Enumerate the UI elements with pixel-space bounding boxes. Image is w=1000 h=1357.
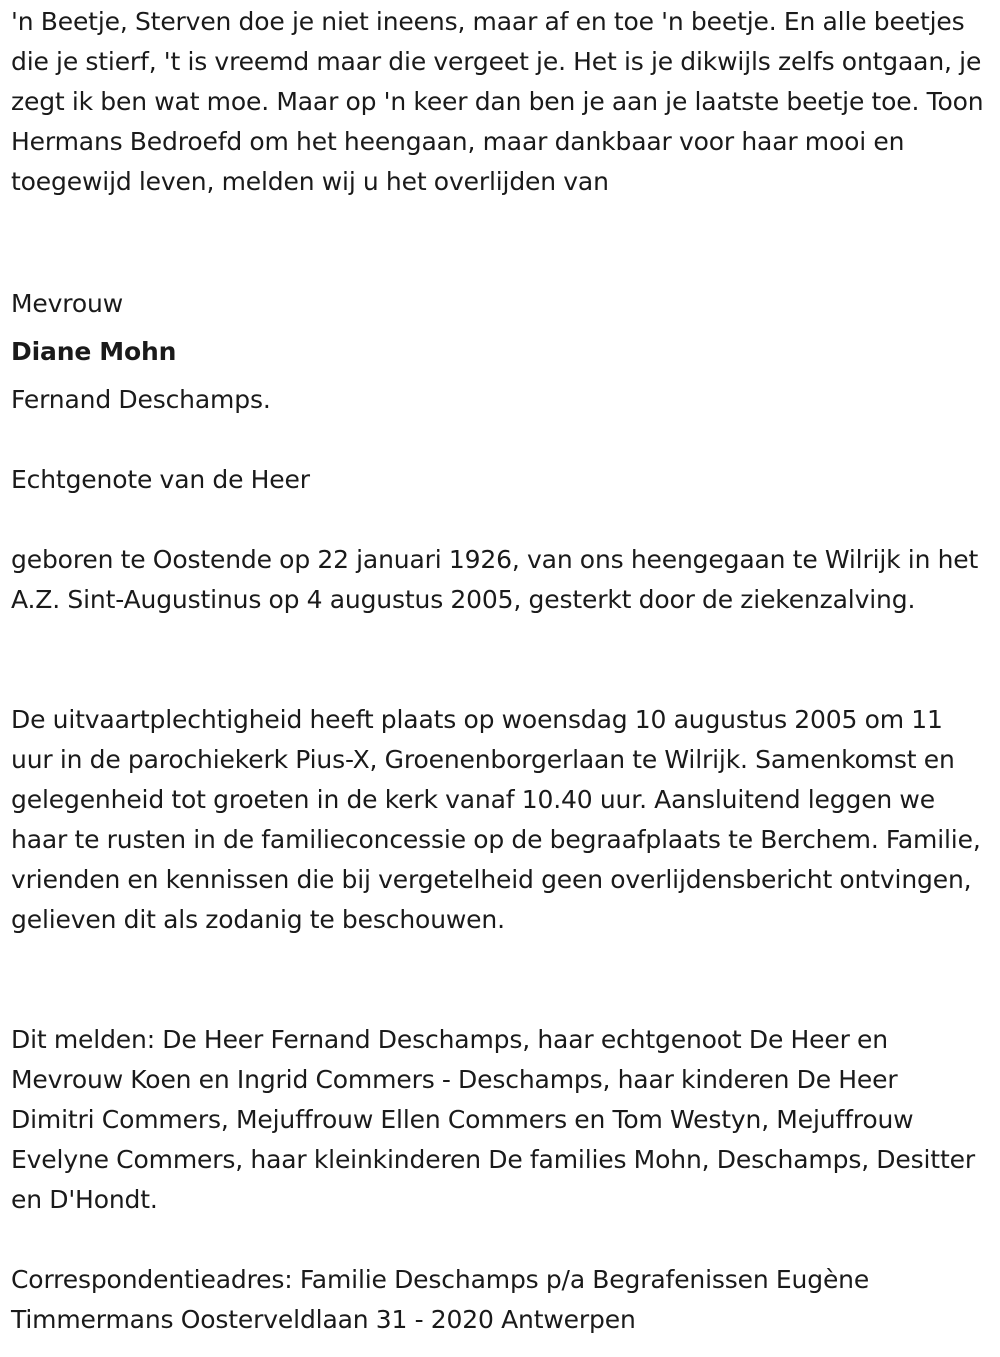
memorial-poem-paragraph: 'n Beetje, Sterven doe je niet ineens, maar af en toe 'n beetje. En alle beetjes die je stierf, 't is vreemd maar die vergeet je. Het is je dikwijls zelfs ontgaan, je zegt ik ben wat moe. Maar op 'n keer dan ben je aan je laatste beetje toe. Toon Hermans Bedroefd om het heengaan, maar dankbaar voor haar mooi en toegewijd leven, melden wij u het overlijden van [11, 7, 984, 196]
spouse-relationship: Echtgenote van de Heer [11, 465, 310, 494]
salutation: Mevrouw [11, 289, 124, 318]
family-announcement-paragraph: Dit melden: De Heer Fernand Deschamps, haar echtgenoot De Heer en Mevrouw Koen en Ingrid Commers - Deschamps, haar kinderen De Heer Dimitri Commers, Mejuffrouw Ellen Commers en Tom Westyn, Mejuffrouw Evelyne Commers, haar kleinkinderen De families Mohn, Deschamps, Desitter en D'Hondt. [11, 1025, 975, 1214]
deceased-name: Diane Mohn [11, 337, 177, 366]
correspondence-address-paragraph: Correspondentieadres: Familie Deschamps p/a Begrafenissen Eugène Timmermans Oosterveldlaan 31 - 2020 Antwerpen [11, 1265, 870, 1334]
spouse-name: Fernand Deschamps. [11, 385, 271, 414]
funeral-details-paragraph: De uitvaartplechtigheid heeft plaats op woensdag 10 augustus 2005 om 11 uur in de parochiekerk Pius-X, Groenenborgerlaan te Wilrijk. Samenkomst en gelegenheid tot groeten in de kerk vanaf 10.40 uur. Aansluitend leggen we haar te rusten in de familieconcessie op de begraafplaats te Berchem. Familie, vrienden en kennissen die bij vergetelheid geen overlijdensbericht ontvingen, gelieven dit als zodanig te beschouwen. [11, 705, 981, 934]
birth-death-paragraph: geboren te Oostende op 22 januari 1926, van ons heengegaan te Wilrijk in het A.Z. Sint-Augustinus op 4 augustus 2005, gesterkt door de ziekenzalving. [11, 545, 979, 614]
